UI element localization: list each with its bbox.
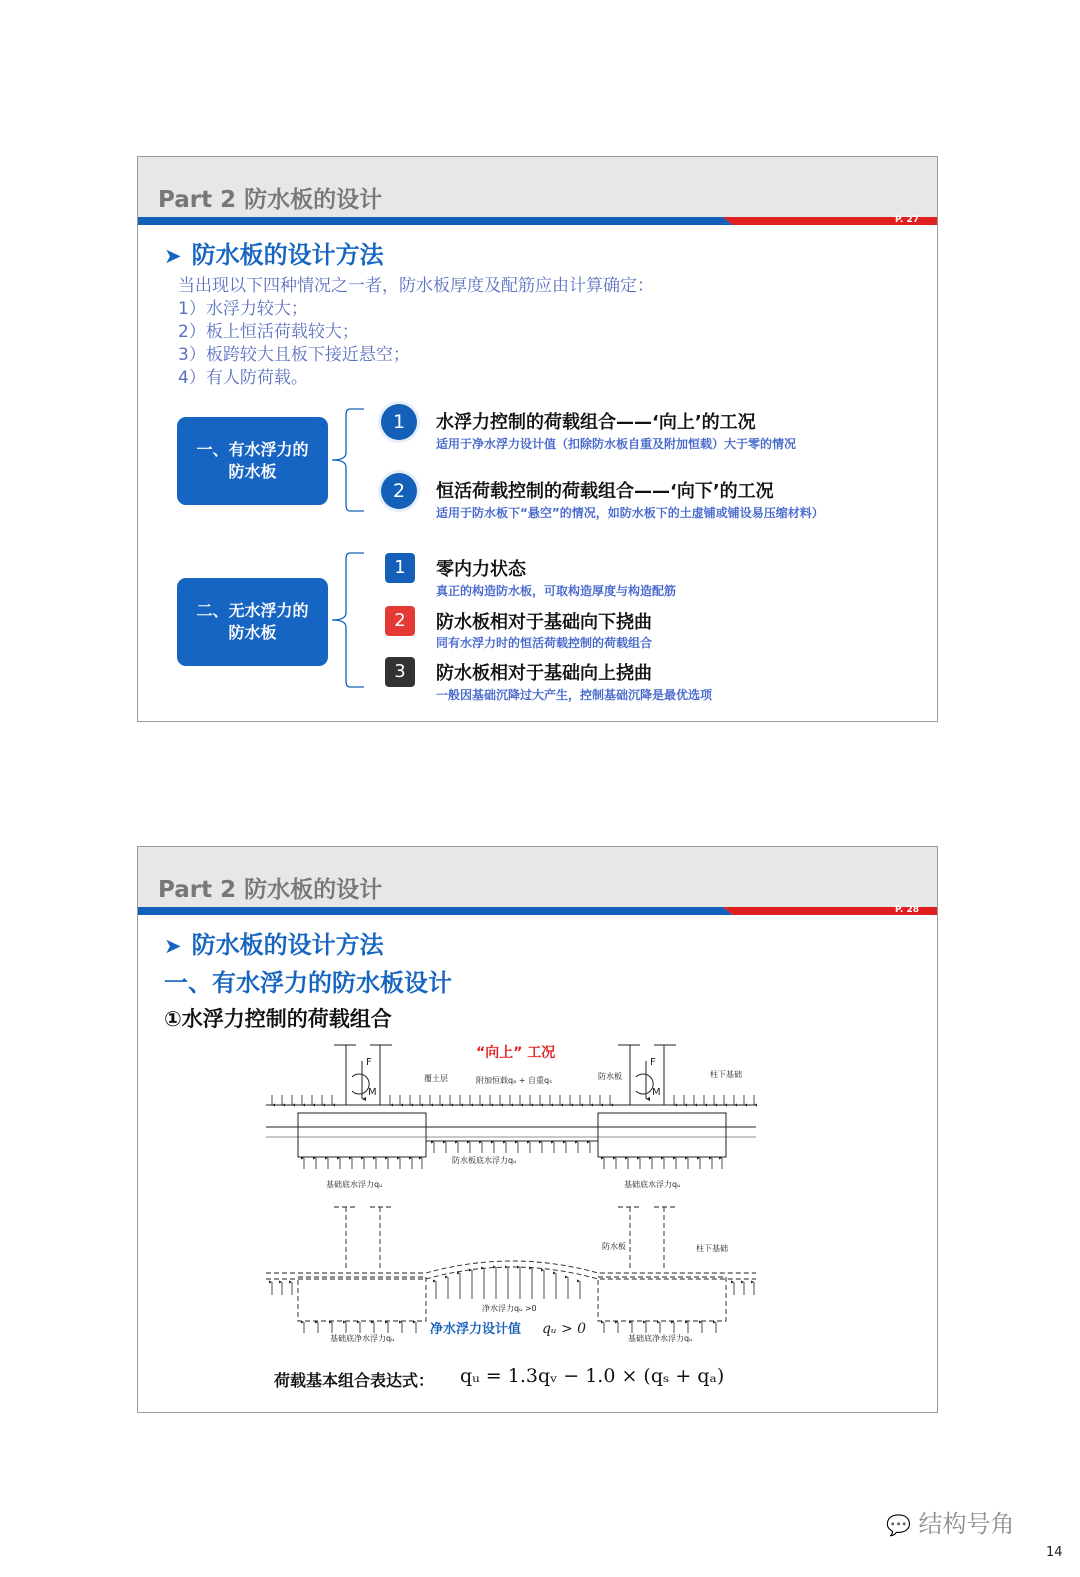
item-title: 防水板相对于基础向上挠曲 [436, 663, 652, 684]
arrow-icon: ➤ [164, 244, 182, 268]
wechat-icon: 💬 [886, 1513, 911, 1537]
page-tag: P. 27 [894, 215, 919, 225]
header-color-bar [138, 217, 937, 225]
section-title: ➤ 防水板的设计方法 [164, 931, 384, 959]
label-net-design-math: qᵤ > 0 [542, 1321, 587, 1337]
item-title: 零内力状态 [436, 559, 526, 580]
label-plate-buoyancy: 防水板底水浮力qᵤ [452, 1156, 517, 1165]
label-base-net-buoyancy: 基础底净水浮力qᵤ [330, 1334, 395, 1343]
force-label: F [366, 1057, 372, 1068]
sub-subtitle: ①水浮力控制的荷载组合 [164, 1007, 392, 1031]
label-plate: 防水板 [598, 1072, 622, 1081]
label-plate: 防水板 [602, 1242, 626, 1251]
label-base-net-buoyancy: 基础底净水浮力qᵤ [628, 1334, 693, 1343]
item-number-badge: 1 [381, 404, 417, 440]
group-box-no-buoyancy: 二、无水浮力的 防水板 [177, 578, 328, 666]
item-title: 防水板相对于基础向下挠曲 [436, 612, 652, 633]
moment-label: M [652, 1087, 661, 1098]
item-desc: 适用于防水板下“悬空”的情况，如防水板下的土虚铺或铺设易压缩材料） [436, 506, 824, 520]
label-soil: 覆土层 [424, 1074, 448, 1083]
arrow-icon: ➤ [164, 934, 182, 958]
diagram-title: “向上” 工况 [476, 1045, 556, 1061]
section-title: ➤ 防水板的设计方法 [164, 241, 384, 269]
item-number-badge: 2 [381, 473, 417, 509]
item-desc: 同有水浮力时的恒活荷载控制的荷载组合 [436, 636, 653, 650]
page-number: 14 [1046, 1545, 1063, 1560]
item-title: 水浮力控制的荷载组合——‘向上’的工况 [436, 412, 756, 433]
formula-label: 荷载基本组合表达式： [274, 1371, 435, 1390]
brace-icon [330, 551, 370, 689]
header-color-bar [138, 907, 937, 915]
load-arrows [272, 1095, 754, 1105]
label-base-buoyancy: 基础底水浮力qᵤ [326, 1180, 383, 1189]
page-tag: P. 28 [894, 905, 919, 915]
item-number-badge: 1 [385, 553, 415, 583]
slide-27 [137, 156, 938, 722]
slide-header-title: Part 2 防水板的设计 [158, 877, 383, 903]
watermark: 💬 结构号角 [886, 1510, 1015, 1538]
item-desc: 适用于净水浮力设计值（扣除防水板自重及附加恒载）大于零的情况 [436, 437, 797, 451]
item-desc: 真正的构造防水板，可取构造厚度与构造配筋 [436, 584, 677, 598]
item-number-badge: 2 [385, 606, 415, 636]
upward-load-diagram [258, 1037, 778, 1347]
group-box-with-buoyancy: 一、有水浮力的 防水板 [177, 417, 328, 505]
subtitle: 一、有水浮力的防水板设计 [164, 969, 452, 997]
item-desc: 一般因基础沉降过大产生，控制基础沉降是最优选项 [436, 688, 713, 702]
moment-label: M [368, 1087, 377, 1098]
brace-icon [330, 407, 370, 513]
label-net-design: 净水浮力设计值 [430, 1322, 522, 1337]
slide-header-title: Part 2 防水板的设计 [158, 187, 383, 213]
slide-header [138, 157, 937, 219]
item-title: 恒活荷载控制的荷载组合——‘向下’的工况 [436, 481, 774, 502]
label-base-buoyancy: 基础底水浮力qᵤ [624, 1180, 681, 1189]
label-column-footing: 柱下基础 [710, 1070, 742, 1079]
intro-text: 当出现以下四种情况之一者，防水板厚度及配筋应由计算确定： 1）水浮力较大； 2）板上恒活荷载较大； 3）板跨较大且板下接近悬空； 4）有人防荷载。 [178, 276, 654, 388]
slide-28 [137, 846, 938, 1413]
label-column-footing: 柱下基础 [696, 1244, 728, 1253]
item-number-badge: 3 [385, 657, 415, 687]
formula: qᵤ = 1.3qᵥ − 1.0 × (qₛ + qₐ) [460, 1365, 725, 1387]
force-label: F [650, 1057, 656, 1068]
slide-header [138, 847, 937, 909]
label-net-buoyancy: 净水浮力qᵤ >0 [482, 1304, 537, 1313]
label-load: 附加恒载qₐ + 自重qₛ [476, 1076, 553, 1085]
